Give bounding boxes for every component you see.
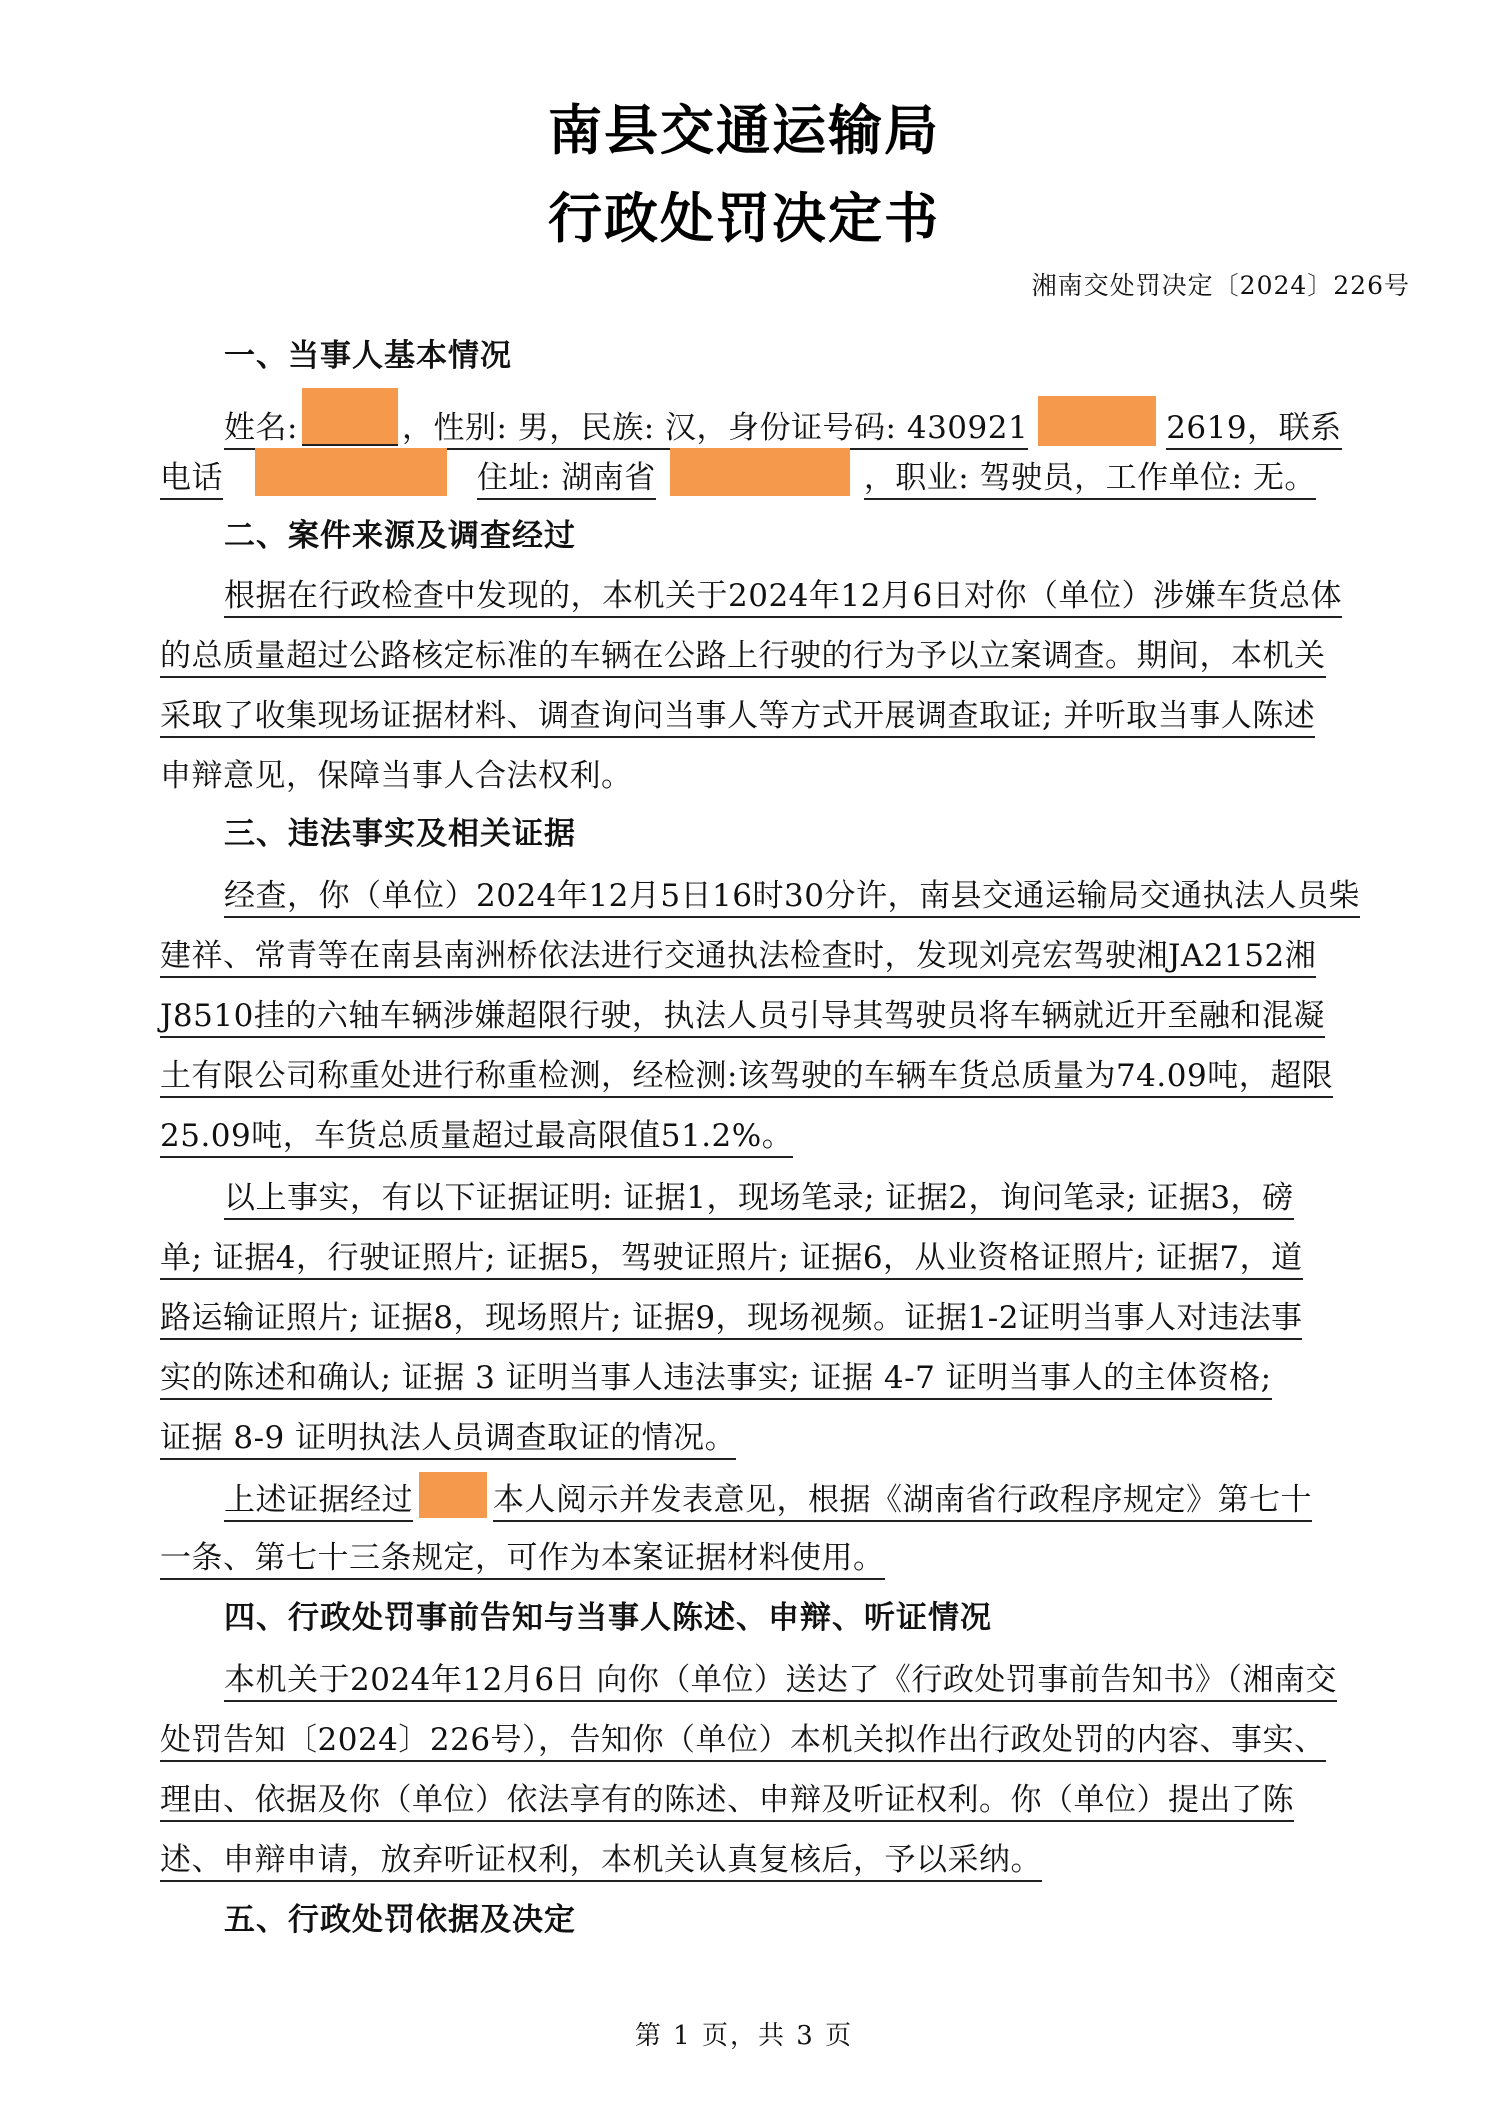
- occupation-text: ，职业: 驾驶员，工作单位: 无。: [864, 460, 1316, 500]
- facts-line: 土有限公司称重处进行称重检测，经检测:该驾驶的车辆车货总质量为74.09吨，超限: [160, 1050, 1406, 1095]
- id-suffix: 2619，联系: [1166, 410, 1341, 450]
- evidence-review-line1: 上述证据经过 本人阅示并发表意见，根据《湖南省行政程序规定》第七十: [224, 1472, 1406, 1519]
- party-info-line2: [160, 448, 1406, 497]
- document-title: 行政处罚决定书: [548, 187, 940, 250]
- party-info-line1: [224, 388, 1406, 447]
- section1-heading: 一、当事人基本情况: [224, 338, 512, 374]
- section2-heading: 二、案件来源及调查经过: [224, 518, 576, 554]
- redacted-name: [302, 388, 398, 446]
- evidence-line: 单; 证据4，行驶证照片; 证据5，驾驶证照片; 证据6，从业资格证照片; 证据7，道: [160, 1232, 1406, 1277]
- section5-heading: 五、行政处罚依据及决定: [224, 1902, 576, 1938]
- case-source-line: 申辩意见，保障当事人合法权利。: [160, 758, 633, 794]
- redacted-address: [670, 448, 850, 496]
- address-label: 住址: 湖南省: [477, 460, 656, 500]
- evidence-line: 证据 8-9 证明执法人员调查取证的情况。: [160, 1412, 1406, 1457]
- evidence-line: 实的陈述和确认; 证据 3 证明当事人违法事实; 证据 4-7 证明当事人的主体资格;: [160, 1352, 1406, 1397]
- evidence-line: 以上事实，有以下证据证明: 证据1，现场笔录; 证据2，询问笔录; 证据3，磅: [224, 1172, 1406, 1217]
- redacted-reviewer: [419, 1472, 487, 1518]
- redacted-id-number: [1038, 396, 1156, 446]
- facts-line: J8510挂的六轴车辆涉嫌超限行驶，执法人员引导其驾驶员将车辆就近开至融和混凝: [160, 990, 1406, 1035]
- page-footer: 第 1 页，共 3 页: [634, 2021, 854, 2051]
- party-info-text: ，性别: 男，民族: 汉，身份证号码: 430921: [402, 410, 1028, 450]
- phone-label: 电话: [160, 460, 223, 500]
- redacted-phone: [255, 448, 447, 496]
- issuer-title: 南县交通运输局: [548, 99, 940, 162]
- facts-line: 经查，你（单位）2024年12月5日16时30分许，南县交通运输局交通执法人员柴: [224, 870, 1406, 915]
- section3-heading: 三、违法事实及相关证据: [224, 816, 576, 852]
- case-source-line: 根据在行政检查中发现的，本机关于2024年12月6日对你（单位）涉嫌车货总体: [224, 570, 1406, 615]
- notice-line: 本机关于2024年12月6日 向你（单位）送达了《行政处罚事前告知书》（湘南交: [224, 1654, 1406, 1699]
- notice-line: 理由、依据及你（单位）依法享有的陈述、申辩及听证权利。你（单位）提出了陈: [160, 1774, 1406, 1819]
- evidence-line: 路运输证照片; 证据8，现场照片; 证据9，现场视频。证据1-2证明当事人对违法事: [160, 1292, 1406, 1337]
- document-number: 湘南交处罚决定〔2024〕226号: [1031, 271, 1410, 300]
- facts-line: 25.09吨，车货总质量超过最高限值51.2%。: [160, 1110, 1406, 1155]
- case-source-line: 的总质量超过公路核定标准的车辆在公路上行驶的行为予以立案调查。期间，本机关: [160, 630, 1406, 675]
- notice-line: 处罚告知〔2024〕226号），告知你（单位）本机关拟作出行政处罚的内容、事实、: [160, 1714, 1406, 1759]
- name-label: 姓名:: [224, 410, 298, 450]
- case-source-line: 采取了收集现场证据材料、调查询问当事人等方式开展调查取证; 并听取当事人陈述: [160, 690, 1406, 735]
- evidence-review-line2: 一条、第七十三条规定，可作为本案证据材料使用。: [160, 1532, 1406, 1577]
- facts-line: 建祥、常青等在南县南洲桥依法进行交通执法检查时，发现刘亮宏驾驶湘JA2152湘: [160, 930, 1406, 975]
- notice-line: 述、申辩申请，放弃听证权利，本机关认真复核后，予以采纳。: [160, 1834, 1406, 1879]
- section4-heading: 四、行政处罚事前告知与当事人陈述、申辩、听证情况: [224, 1600, 992, 1636]
